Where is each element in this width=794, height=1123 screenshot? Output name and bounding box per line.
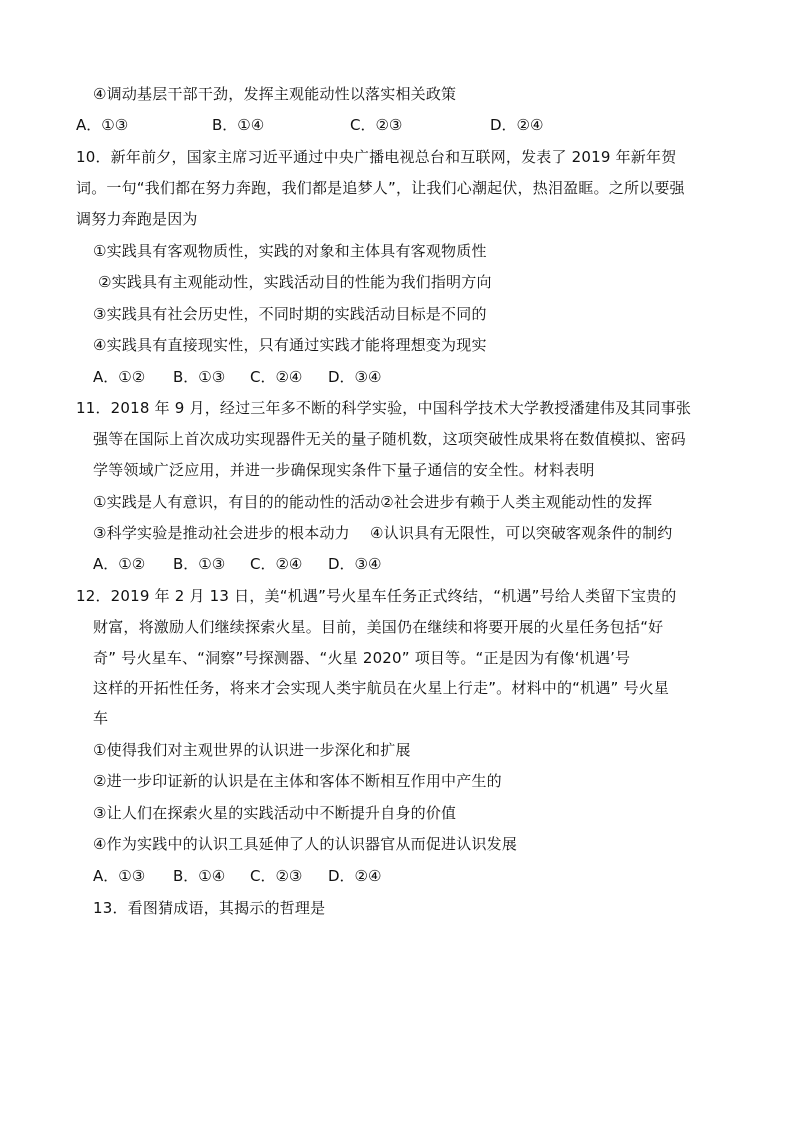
q10-option-c: C．②④ <box>250 368 303 386</box>
q12-stem-line-1: 12．2019 年 2 月 13 日，美“机遇”号火星车任务正式终结，“机遇”号给人类留下宝贵的 <box>76 587 677 605</box>
q11-option-c: C．②④ <box>250 555 303 573</box>
q9-option-c: C．②③ <box>350 116 403 134</box>
q11-items-line-1: ①实践是人有意识，有目的的能动性的活动②社会进步有赖于人类主观能动性的发挥 <box>93 493 653 511</box>
q10-stem-line-2: 词。一句“我们都在努力奔跑，我们都是追梦人”，让我们心潮起伏，热泪盈眶。之所以要强 <box>76 179 685 197</box>
q11-items-line-2: ③科学实验是推动社会进步的根本动力 ④认识具有无限性，可以突破客观条件的制约 <box>93 524 673 542</box>
q10-option-a: A．①② <box>93 368 146 386</box>
q12-item-1: ①使得我们对主观世界的认识进一步深化和扩展 <box>93 741 411 759</box>
q10-option-d: D．③④ <box>328 368 382 386</box>
q10-item-2: ②实践具有主观能动性，实践活动目的性能为我们指明方向 <box>98 273 492 291</box>
q11-option-a: A．①② <box>93 555 146 573</box>
q12-stem-line-4: 这样的开拓性任务，将来才会实现人类宇航员在火星上行走”。材料中的“机遇” 号火星 <box>93 679 670 697</box>
q12-item-4: ④作为实践中的认识工具延伸了人的认识器官从而促进认识发展 <box>93 835 518 853</box>
q12-option-c: C．②③ <box>250 867 303 885</box>
q9-item-4: ④调动基层干部干劲，发挥主观能动性以落实相关政策 <box>93 85 457 103</box>
q9-option-d: D．②④ <box>490 116 544 134</box>
q12-item-3: ③让人们在探索火星的实践活动中不断提升自身的价值 <box>93 804 457 822</box>
q10-stem-line-1: 10．新年前夕，国家主席习近平通过中央广播电视总台和互联网，发表了 2019 年新年贺 <box>76 148 677 166</box>
q12-stem-line-3: 奇” 号火星车、“洞察”号探测器、“火星 2020” 项目等。“正是因为有像‘机遇’号 <box>93 649 631 667</box>
q9-option-b: B．①④ <box>212 116 265 134</box>
q11-stem-line-1: 11．2018 年 9 月，经过三年多不断的科学实验，中国科学技术大学教授潘建伟及其同事张 <box>76 399 692 417</box>
q11-option-d: D．③④ <box>328 555 382 573</box>
q10-item-1: ①实践具有客观物质性，实践的对象和主体具有客观物质性 <box>93 242 487 260</box>
q9-options <box>76 114 543 136</box>
q12-options <box>93 865 381 887</box>
q10-item-4: ④实践具有直接现实性，只有通过实践才能将理想变为现实 <box>93 336 487 354</box>
q12-option-a: A．①③ <box>93 867 146 885</box>
q12-stem-line-2: 财富，将激励人们继续探索火星。目前，美国仍在继续和将要开展的火星任务包括“好 <box>93 618 664 636</box>
q12-option-b: B．①④ <box>173 867 226 885</box>
q11-options <box>93 553 381 575</box>
q10-item-3: ③实践具有社会历史性，不同时期的实践活动目标是不同的 <box>93 305 487 323</box>
q11-stem-line-2: 强等在国际上首次成功实现器件无关的量子随机数，这项突破性成果将在数值模拟、密码 <box>93 430 686 448</box>
q11-stem-line-3: 学等领域广泛应用，并进一步确保现实条件下量子通信的安全性。材料表明 <box>93 461 595 479</box>
q12-stem-line-5: 车 <box>93 709 109 727</box>
q12-option-d: D．②④ <box>328 867 382 885</box>
q12-item-2: ②进一步印证新的认识是在主体和客体不断相互作用中产生的 <box>93 772 502 790</box>
q9-option-a: A．①③ <box>76 116 129 134</box>
q13-stem: 13．看图猜成语，其揭示的哲理是 <box>93 899 326 917</box>
q11-option-b: B．①③ <box>173 555 226 573</box>
q10-stem-line-3: 调努力奔跑是因为 <box>76 210 198 228</box>
q10-options <box>93 366 381 388</box>
q10-option-b: B．①③ <box>173 368 226 386</box>
